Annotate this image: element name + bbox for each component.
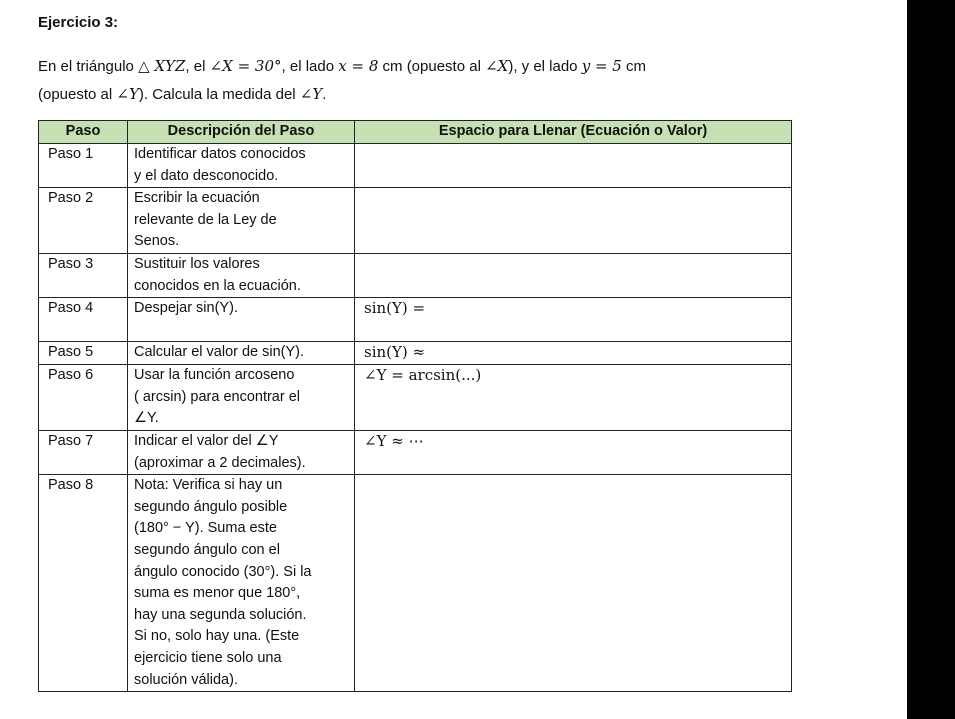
description-line: ∠Y. (134, 410, 159, 427)
table-row (39, 188, 792, 254)
table-row (39, 364, 792, 430)
step-description (128, 188, 355, 254)
fill-space-cell[interactable]: ∠Y ≈ ⋯ (355, 430, 792, 474)
dark-side-panel (907, 0, 955, 719)
step-description (128, 144, 355, 188)
description-line: ejercicio tiene solo una (134, 649, 282, 666)
step-description (128, 254, 355, 298)
header-description: Descripción del Paso (128, 121, 355, 144)
fill-space-cell[interactable] (355, 254, 792, 298)
description-line: segundo ángulo con el (134, 541, 280, 558)
table-header-row (39, 121, 792, 144)
table-row (39, 430, 792, 474)
step-label: Paso 8 (39, 475, 128, 692)
description-line: conocidos en la ecuación. (134, 277, 301, 294)
step-description (128, 475, 355, 692)
description-line: suma es menor que 180°, (134, 585, 301, 602)
description-line: hay una segunda solución. (134, 606, 307, 623)
description-line: ángulo conocido (30°). Si la (134, 563, 312, 580)
fill-space-cell[interactable]: sin(Y) ≈ (355, 342, 792, 365)
step-label: Paso 5 (39, 342, 128, 365)
table-row (39, 254, 792, 298)
description-line: Despejar sin(Y). (134, 300, 238, 317)
fill-space-cell[interactable] (355, 144, 792, 188)
description-line: Senos. (134, 233, 180, 250)
table-row (39, 475, 792, 692)
description-line: segundo ángulo posible (134, 498, 288, 515)
table-row (39, 144, 792, 188)
step-label: Paso 3 (39, 254, 128, 298)
description-line: Si no, solo hay una. (Este (134, 628, 300, 645)
description-line: Indicar el valor del ∠Y (134, 432, 279, 449)
description-line: y el dato desconocido. (134, 167, 279, 184)
description-line: Escribir la ecuación (134, 190, 260, 207)
description-line: Identificar datos conocidos (134, 146, 306, 162)
description-line: relevante de la Ley de (134, 211, 277, 228)
header-step: Paso (39, 121, 128, 144)
step-label: Paso 2 (39, 188, 128, 254)
fill-space-cell[interactable] (355, 188, 792, 254)
fill-space-cell[interactable] (355, 475, 792, 692)
fill-space-cell[interactable]: ∠Y = arcsin(...) (355, 364, 792, 430)
step-description (128, 298, 355, 342)
description-line: (aproximar a 2 decimales). (134, 454, 306, 471)
description-line: solución válida). (134, 671, 238, 688)
step-label: Paso 7 (39, 430, 128, 474)
table-row (39, 298, 792, 342)
step-label: Paso 4 (39, 298, 128, 342)
fill-space-cell[interactable]: sin(Y) = (355, 298, 792, 342)
steps-table (38, 120, 792, 692)
description-line: Sustituir los valores (134, 256, 260, 273)
description-line: ( arcsin) para encontrar el (134, 388, 301, 405)
table-row (39, 342, 792, 365)
problem-statement-line-1: En el triángulo △ XYZ, el ∠X = 30°, el lado x = 8 cm (opuesto al ∠X), y el lado y = 5 cm (38, 57, 646, 75)
header-fill-space: Espacio para Llenar (Ecuación o Valor) (355, 121, 792, 144)
step-description (128, 364, 355, 430)
step-label: Paso 6 (39, 364, 128, 430)
description-line: (180° − Y). Suma este (134, 520, 277, 537)
description-line: Nota: Verifica si hay un (134, 477, 283, 494)
description-line: Usar la función arcoseno (134, 366, 295, 383)
step-label: Paso 1 (39, 144, 128, 188)
description-line: Calcular el valor de sin(Y). (134, 344, 305, 361)
step-description (128, 430, 355, 474)
problem-statement-line-2: (opuesto al ∠Y). Calcula la medida del ∠Y. (38, 85, 327, 103)
step-description (128, 342, 355, 365)
exercise-title: Ejercicio 3: (38, 14, 119, 31)
